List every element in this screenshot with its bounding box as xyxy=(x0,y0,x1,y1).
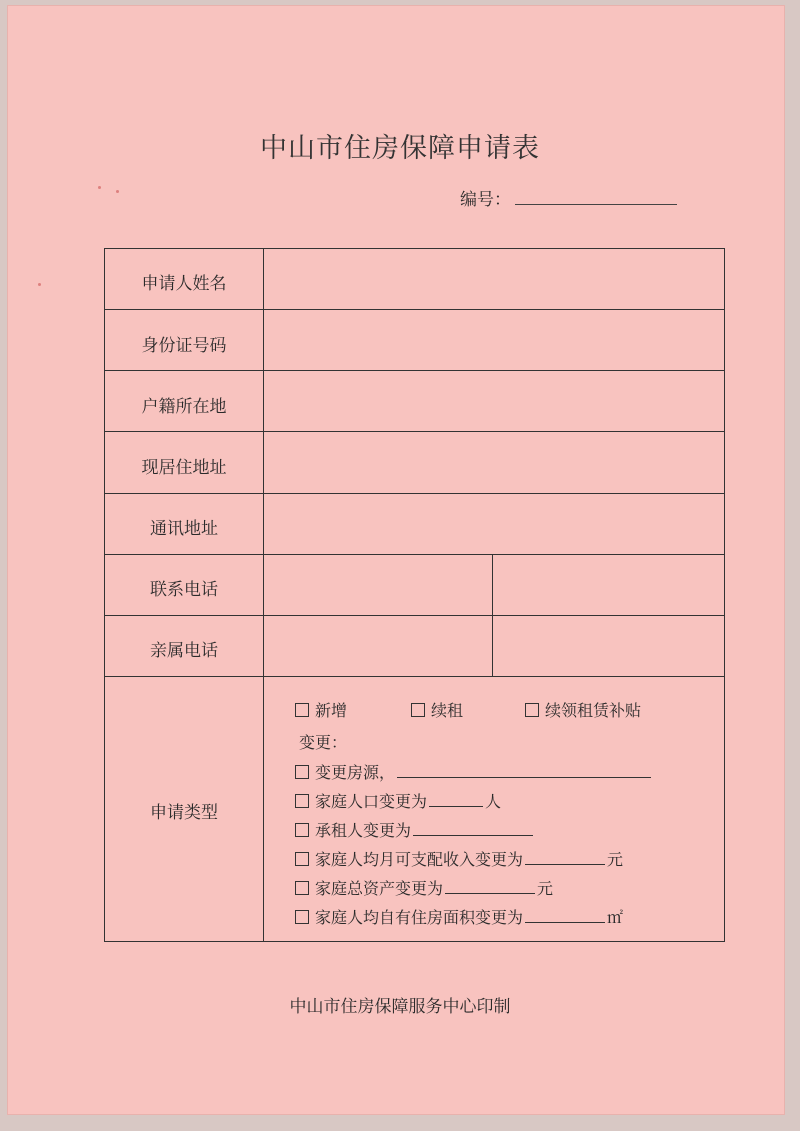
relative-phone-field-1[interactable] xyxy=(265,617,491,676)
blank-field[interactable] xyxy=(397,763,651,778)
row-divider xyxy=(105,370,724,371)
applicant-name-field[interactable] xyxy=(265,249,723,309)
change-item-income[interactable]: 家庭人均月可支配收入变更为 元 xyxy=(295,847,623,870)
column-divider xyxy=(263,249,264,941)
contact-phone-field-2[interactable] xyxy=(494,556,723,615)
household-registration-field[interactable] xyxy=(265,372,723,431)
phone-column-divider xyxy=(492,554,493,676)
checkbox-icon[interactable] xyxy=(295,765,309,779)
blank-field[interactable] xyxy=(429,792,483,807)
blank-field[interactable] xyxy=(525,908,605,923)
paper-speck xyxy=(116,190,119,193)
checkbox-icon[interactable] xyxy=(295,910,309,924)
mailing-address-label: 通讯地址 xyxy=(150,519,218,539)
checkbox-icon[interactable] xyxy=(525,703,539,717)
applicant-name-label: 申请人姓名 xyxy=(141,274,227,294)
checkbox-icon[interactable] xyxy=(295,881,309,895)
form-title: 中山市住房保障申请表 xyxy=(260,133,540,164)
row-divider xyxy=(105,615,724,616)
serial-number-field[interactable] xyxy=(515,204,677,205)
row-divider xyxy=(105,554,724,555)
change-heading: 变更： xyxy=(299,733,348,752)
paper-speck xyxy=(98,186,101,189)
serial-number-label: 编号： xyxy=(460,190,511,210)
change-item-housing[interactable]: 变更房源， xyxy=(295,760,653,783)
change-item-assets[interactable]: 家庭总资产变更为 元 xyxy=(295,876,553,899)
checkbox-icon[interactable] xyxy=(411,703,425,717)
row-divider xyxy=(105,493,724,494)
paper-speck xyxy=(38,283,41,286)
blank-field[interactable] xyxy=(525,850,605,865)
household-registration-label: 户籍所在地 xyxy=(141,397,227,417)
id-number-label: 身份证号码 xyxy=(141,336,227,356)
relative-phone-field-2[interactable] xyxy=(494,617,723,676)
application-form-table xyxy=(104,248,725,942)
contact-phone-field-1[interactable] xyxy=(265,556,491,615)
checkbox-icon[interactable] xyxy=(295,703,309,717)
row-divider xyxy=(105,431,724,432)
blank-field[interactable] xyxy=(413,821,533,836)
row-divider xyxy=(105,676,724,677)
id-number-field[interactable] xyxy=(265,311,723,370)
option-renew[interactable]: 续租 xyxy=(411,698,463,721)
option-renew-subsidy[interactable]: 续领租赁补贴 xyxy=(525,698,641,721)
checkbox-icon[interactable] xyxy=(295,794,309,808)
blank-field[interactable] xyxy=(445,879,535,894)
relative-phone-label: 亲属电话 xyxy=(150,641,218,661)
checkbox-icon[interactable] xyxy=(295,852,309,866)
row-divider xyxy=(105,309,724,310)
current-address-field[interactable] xyxy=(265,433,723,493)
mailing-address-field[interactable] xyxy=(265,495,723,554)
application-type-label: 申请类型 xyxy=(150,803,218,823)
current-address-label: 现居住地址 xyxy=(141,458,227,478)
issuer-footer: 中山市住房保障服务中心印制 xyxy=(289,997,511,1017)
change-item-household-size[interactable]: 家庭人口变更为 人 xyxy=(295,789,501,812)
checkbox-icon[interactable] xyxy=(295,823,309,837)
change-item-tenant[interactable]: 承租人变更为 xyxy=(295,818,535,841)
change-item-housing-area[interactable]: 家庭人均自有住房面积变更为 ㎡ xyxy=(295,905,623,928)
option-new[interactable]: 新增 xyxy=(295,698,347,721)
contact-phone-label: 联系电话 xyxy=(150,580,218,600)
